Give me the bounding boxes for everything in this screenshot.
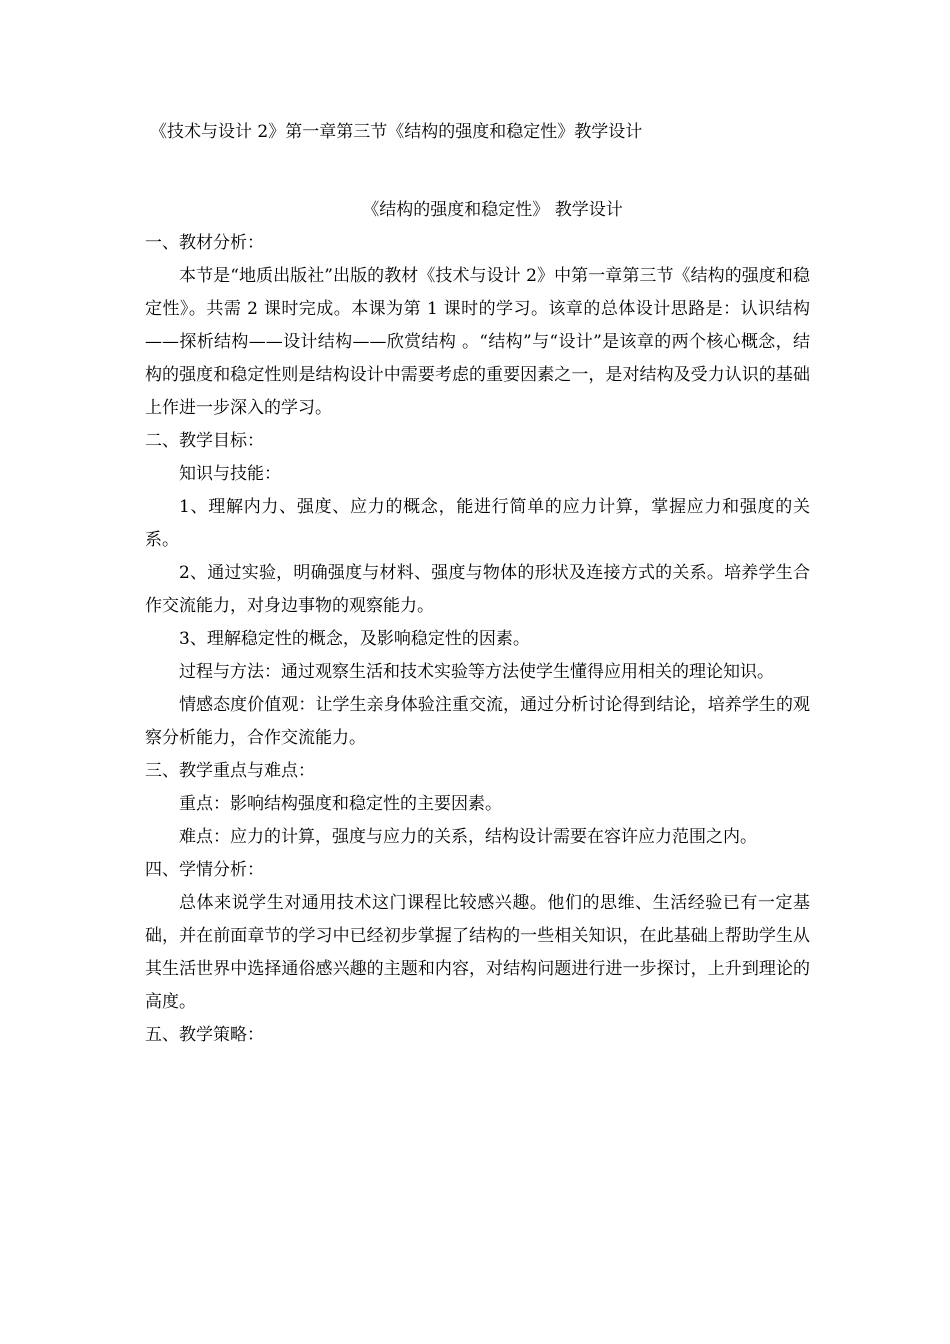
paragraph-attitude-values: 情感态度价值观：让学生亲身体验注重交流，通过分析讨论得到结论，培养学生的观察分析能力，合作交流能力。 — [145, 695, 810, 748]
document-header-title: 《技术与设计 2》第一章第三节《结构的强度和稳定性》教学设计 — [150, 122, 643, 142]
paragraph-objective-3: 3、理解稳定性的概念，及影响稳定性的因素。 — [179, 629, 530, 649]
paragraph-knowledge-skills: 知识与技能： — [179, 464, 281, 484]
section-heading-3: 三、教学重点与难点： — [145, 761, 315, 781]
paragraph-process-methods: 过程与方法：通过观察生活和技术实验等方法使学生懂得应用相关的理论知识。 — [179, 662, 774, 682]
paragraph-objective-1: 1、理解内力、强度、应力的概念，能进行简单的应力计算，掌握应力和强度的关系。 — [145, 497, 810, 550]
paragraph-difficulty: 难点：应力的计算，强度与应力的关系，结构设计需要在容许应力范围之内。 — [179, 827, 757, 847]
paragraph-objective-2: 2、通过实验，明确强度与材料、强度与物体的形状及连接方式的关系。培养学生合作交流能力，对身边事物的观察能力。 — [145, 563, 810, 616]
section-heading-4: 四、学情分析： — [145, 860, 264, 880]
paragraph-textbook-analysis: 本节是“地质出版社”出版的教材《技术与设计 2》中第一章第三节《结构的强度和稳定性》。共需 2 课时完成。本课为第 1 课时的学习。该章的总体设计思路是：认识结构——探析结构——设计结构——欣赏结构 。“结构”与“设计”是该章的两个核心概念，结构的强度和稳定性则是结构设计中需要考虑的重要因素之一，是对结构及受力认识的基础上作进一步深入的学习。 — [145, 266, 810, 418]
center-title: 《结构的强度和稳定性》 教学设计 — [362, 200, 623, 220]
section-heading-2: 二、教学目标： — [145, 431, 264, 451]
section-heading-5: 五、教学策略： — [145, 1025, 264, 1045]
section-heading-1: 一、教材分析： — [145, 233, 264, 253]
paragraph-student-analysis: 总体来说学生对通用技术这门课程比较感兴趣。他们的思维、生活经验已有一定基础，并在前面章节的学习中已经初步掌握了结构的一些相关知识，在此基础上帮助学生从其生活世界中选择通俗感兴趣的主题和内容，对结构问题进行进一步探讨，上升到理论的高度。 — [145, 893, 810, 1012]
document-body — [145, 194, 810, 1052]
paragraph-key-point: 重点：影响结构强度和稳定性的主要因素。 — [179, 794, 502, 814]
